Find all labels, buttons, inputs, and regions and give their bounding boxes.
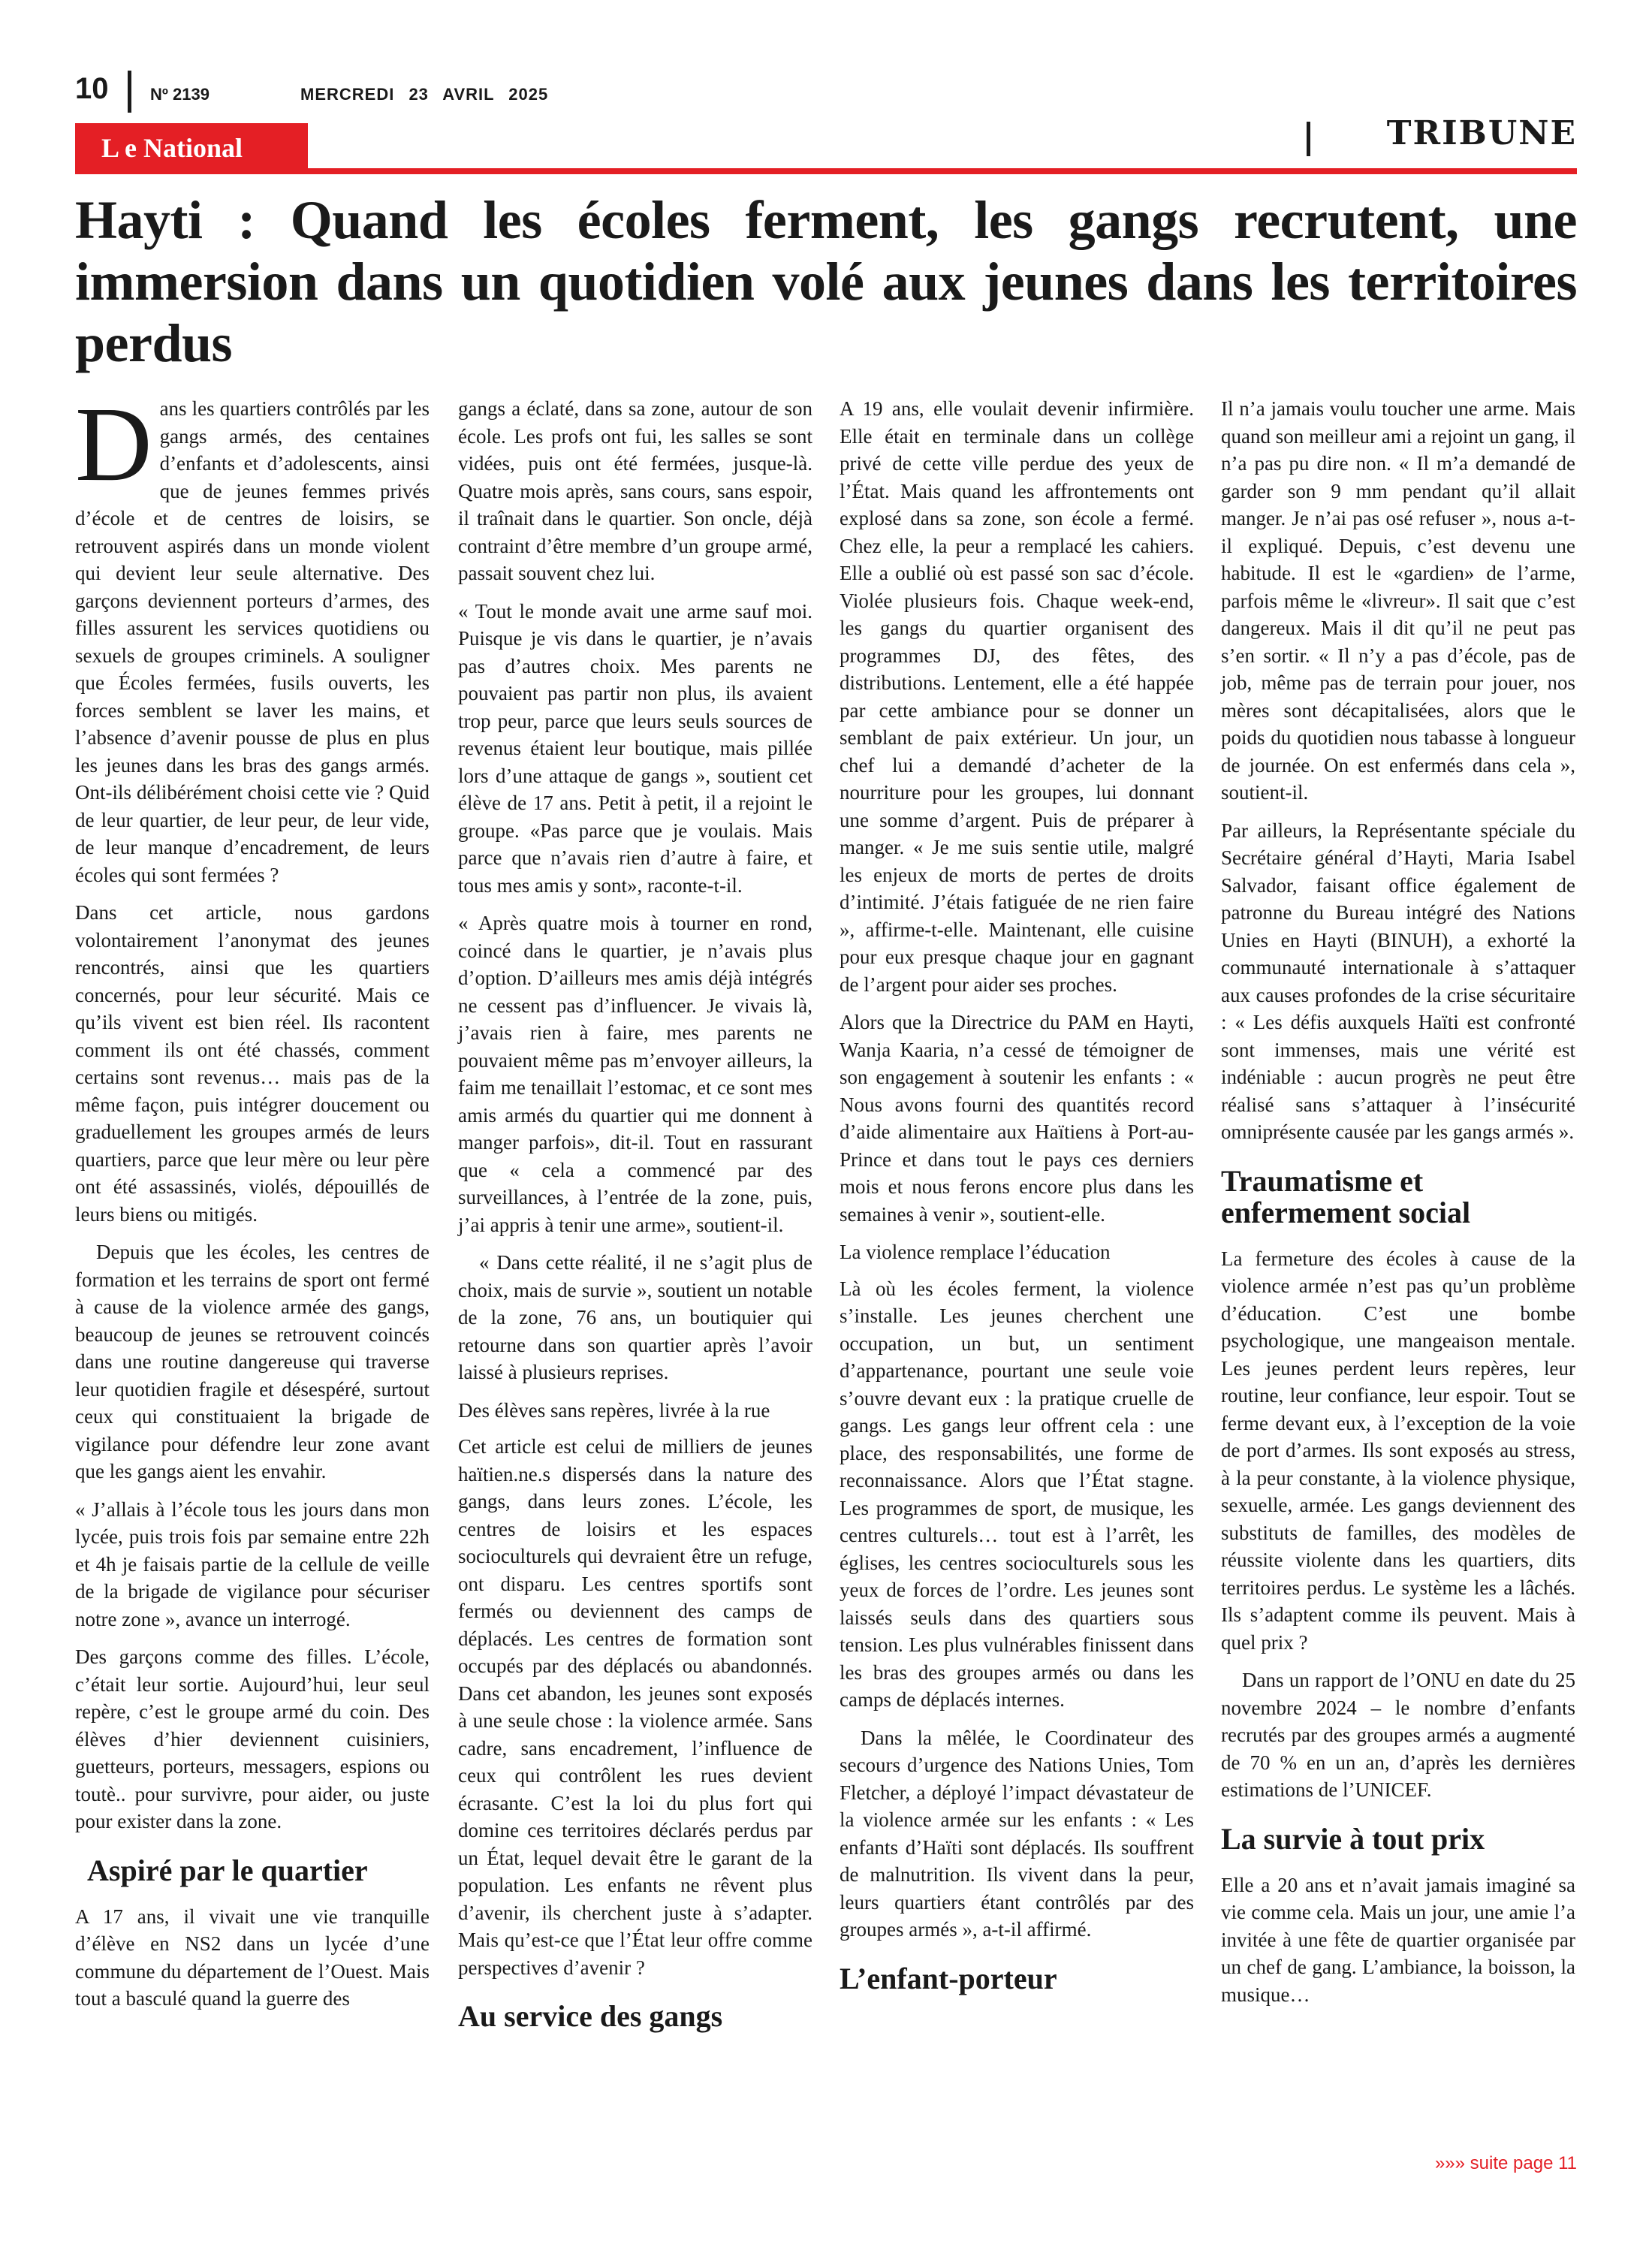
column-3 (840, 395, 1194, 2011)
paragraph: gangs a éclaté, dans sa zone, autour de son école. Les profs ont fui, les salles se sont vidées, puis ont été fermées, jusque-là. Quatre mois après, sans cours, sans espoir, il traînait dans le quartier. Son oncle, déjà contraint d’être membre d’un groupe armé, passait souvent chez lui. (458, 397, 812, 584)
paragraph: Depuis que les écoles, les centres de formation et les terrains de sport ont fermé à cause de la violence armée des gangs, beaucoup de jeunes se retrouvent coincés dans une routine dangereuse qui traverse leur quotidien fragile et désespéré, surtout ceux qui constituaient la brigade de vigilance pour défendre leur zone avant que les gangs aient les envahir. (75, 1241, 430, 1482)
paragraph: Des garçons comme des filles. L’école, c’était leur sortie. Aujourd’hui, leur seul repère, c’est le groupe armé du coin. Des élèves d’hier deviennent cuisiniers, guetteurs, porteurs, messagers, espions ou toutè.. pour survivre, pour aider, ou juste pour exister dans la zone. (75, 1645, 430, 1832)
paragraph: A 17 ans, il vivait une vie tranquille d’élève en NS2 dans un lycée d’une commune du département de l’Ouest. Mais tout a basculé quand la guerre des (75, 1905, 430, 2010)
section-heading: Au service des gangs (458, 1999, 723, 2033)
section-heading: Aspiré par le quartier (87, 1853, 368, 1887)
paragraph: Par ailleurs, la Représentante spéciale du Secrétaire général d’Hayti, Maria Isabel Salvador, faisant office également de patronne du Bureau intégré des Nations Unies en Hayti (BINUH), a exhorté la communauté internationale à s’attaquer aux causes profondes de la crise sécuritaire : « Les défis auxquels Haïti est confronté sont immenses, mais une vérité est indéniable : aucun progrès ne peut être réalisé sans s’attaquer à l’insécurité omniprésente causée par les gangs armés ». (1221, 819, 1575, 1143)
section-heading: Traumatisme et enfermement social (1221, 1163, 1471, 1229)
publication-date: MERCREDI 23 AVRIL 2025 (300, 85, 549, 104)
paragraph: Dans la mêlée, le Coordinateur des secours d’urgence des Nations Unies, Tom Fletcher, a déployé l’impact dévastateur de la violence armée sur les enfants : « Les enfants d’Haïti sont déplacés. Ils souffrent de malnutrition. Ils vivent dans la peur, leurs quartiers étant contrôlés par des groupes armés », a-t-il affirmé. (840, 1726, 1194, 1941)
paragraph: « Tout le monde avait une arme sauf moi. Puisque je vis dans le quartier, je n’avais pas d’autres choix. Mes parents ne pouvaient pas partir non plus, ils avaient trop peur, parce que leurs seuls sources de revenus étaient leur boutique, mais pillée lors d’une attaque de gangs », soutient cet élève de 17 ans. Petit à petit, il a rejoint le groupe. «Pas parce que je voulais. Mais parce que n’avais rien d’autre à faire, et tous mes amis y sont», raconte-t-il. (458, 599, 812, 897)
column-2 (458, 395, 812, 2049)
article-title: Hayti : Quand les écoles ferment, les gangs recrutent, une immersion dans un quotidien volé aux jeunes dans les territoires perdus (75, 190, 1577, 373)
paragraph: Cet article est celui de milliers de jeunes haïtien.ne.s dispersés dans la nature des gangs, dans leurs zones. L’école, les centres de loisirs et les espaces socioculturels qui devraient être un refuge, ont disparu. Les centres sportifs sont fermés ou deviennent des camps de déplacés. Les centres de formation sont occupés par des déplacés ou abandonnés. Dans cet abandon, les jeunes sont exposés à une seule chose : la violence armée. Sans cadre, sans encadrement, l’influence de ceux qui contrôlent les rues devient écrasante. C’est la loi du plus fort qui domine ces territoires déclarés perdus par un État, lequel devait être le garant de la population. Les enfants ne rêvent plus d’avenir, ils cherchent juste à s’adapter. Mais qu’est-ce que l’État leur offre comme perspectives d’avenir ? (458, 1435, 812, 1979)
page-number: 10 (75, 72, 109, 105)
brand-name: L e National (101, 133, 243, 163)
section-rubric: TRIBUNE (1386, 114, 1577, 152)
section-heading: La survie à tout prix (1221, 1821, 1485, 1856)
paragraph: La fermeture des écoles à cause de la violence armée n’est pas qu’un problème d’éducation. C’est une bombe psychologique, une mangeaison mentale. Les jeunes perdent leurs repères, leur routine, leur confiance, leur espoir. Tout se ferme devant eux, à l’exception de la voie de port d’armes. Ils sont exposés au stress, à la peur constante, à la violence physique, sexuelle, armée. Les gangs deviennent des substituts de familles, des modèles de réussite violente dans les quartiers, dits territoires perdus. Le système les a lâchés. Ils s’adaptent comme ils peuvent. Mais à quel prix ? (1221, 1247, 1575, 1654)
paragraph: Dans les quartiers contrôlés par les gangs armés, des centaines d’enfants et d’adolescents, ainsi que de jeunes femmes privés d’école et de centres de loisirs, se retrouvent aspirés dans un monde violent qui devient leur seule alternative. Des garçons deviennent porteurs d’armes, des filles assurent les services quotidiens ou sexuels de groupes criminels. A souligner que Écoles fermées, fusils ouverts, les forces semblent se laver les mains, et l’absence d’avenir pousse de plus en plus les jeunes dans les bras des gangs armés. Ont-ils délibérément choisi cette vie ? Quid de leur quartier, de leur peur, de leur vide, de leur manque d’encadrement, de leurs écoles qui sont fermées ? (75, 385, 430, 886)
paragraph: « Après quatre mois à tourner en rond, coincé dans le quartier, je n’avais plus d’option. D’ailleurs mes amis déjà intégrés ne cessent pas d’influencer. Je vivais là, j’avais rien à faire, mes parents ne pouvaient même pas m’envoyer ailleurs, la faim me tenaillait l’estomac, et ce sont mes amis armés du quartier qui me donnent à manger parfois», dit-il. Tout en rassurant que « cela a commencé par des surveillances, à l’entrée de la zone, puis, j’ai appris à tenir une arme», soutient-il. (458, 912, 812, 1236)
header-rule (75, 168, 1577, 174)
paragraph: Dans un rapport de l’ONU en date du 25 novembre 2024 – le nombre d’enfants recrutés par des groupes armés a augmenté de 70 % en un an, d’après les dernières estimations de l’UNICEF. (1221, 1669, 1575, 1801)
drop-cap: D (75, 385, 152, 503)
header-divider (128, 71, 131, 113)
paragraph: « J’allais à l’école tous les jours dans mon lycée, puis trois fois par semaine entre 22h et 4h je faisais partie de la cellule de veille de la brigade de vigilance pour sécuriser notre zone », avance un interrogé. (75, 1497, 430, 1630)
paragraph: Il n’a jamais voulu toucher une arme. Mais quand son meilleur ami a rejoint un gang, il n’a pas pu dire non. « Il m’a demandé de garder son 9 mm pendant qu’il allait manger. Je n’ai pas osé refuser », nous a-t-il expliqué. Depuis, c’est devenu une habitude. Il est le «gardien» de l’arme, parfois même le «livreur». Il sait que c’est dangereux. Mais il dit qu’il ne peut pas s’en sortir. « Il n’y a pas d’école, pas de job, même pas de terrain pour jouer, nos mères sont décapitalisées, alors que le poids du quotidien nous tabasse à longueur de journée. On est enfermés dans cela », soutient-il. (1221, 397, 1575, 804)
column-1 (75, 385, 430, 2023)
issue-number: Nº 2139 (150, 85, 210, 104)
paragraph: Alors que la Directrice du PAM en Hayti, Wanja Kaaria, n’a cessé de témoigner de son engagement à soutenir les enfants : « Nous avons fourni des quantités record d’aide alimentaire aux Haïtiens à Port-au-Prince et dans tout le pays ces derniers mois et nous ferons encore plus dans les semaines à venir », soutient-elle. (840, 1011, 1194, 1226)
paragraph: Là où les écoles ferment, la violence s’installe. Les jeunes cherchent une occupation, un but, un sentiment d’appartenance, pourtant une seule voie s’ouvre devant eux : la pratique cruelle de gangs. Les gangs leur offrent cela : une place, des responsabilités, une forme de reconnaissance. Alors que l’État stagne. Les programmes de sport, de musique, les centres culturels… tout est à l’arrêt, les églises, les centres socioculturels sous les yeux de forces de l’ordre. Les jeunes sont laissés seuls dans des quartiers sous tension. Les plus vulnérables finissent dans les bras des groupes armés ou dans les camps de déplacés internes. (840, 1277, 1194, 1711)
column-4 (1221, 395, 1575, 2019)
subheading: La violence remplace l’éducation (840, 1241, 1111, 1263)
section-heading: L’enfant-porteur (840, 1961, 1057, 1995)
continued-link[interactable]: »»» suite page 11 (1434, 2153, 1577, 2173)
paragraph: Dans cet article, nous gardons volontairement l’anonymat des jeunes rencontrés, ainsi que les quartiers concernés, pour leur sécurité. Mais ce qu’ils vivent est bien réel. Ils racontent comment ils ont été chassés, comment certains sont revenus… mais pas de la même façon, puis intégrer doucement ou graduellement les groupes armés de leurs quartiers, parce que leur mère ou leur père ont été assassinés, violés, dépouillés de leurs biens ou mitigés. (75, 901, 430, 1226)
paragraph: A 19 ans, elle voulait devenir infirmière. Elle était en terminale dans un collège privé de cette ville perdue des yeux de l’État. Mais quand les affrontements ont explosé dans sa zone, son école a fermé. Chez elle, la peur a remplacé les cahiers. Elle a oublié où est passé son sac d’école. Violée plusieurs fois. Chaque week-end, les gangs du quartier organisent des programmes DJ, des fêtes, des distributions. Lentement, elle a été happée par cette ambiance pour se donner un semblant de paix extérieur. Un jour, un chef lui a demandé d’acheter de la nourriture pour les groupes, lui donnant une somme d’argent. Puis de préparer à manger. « Je me suis sentie utile, malgré les enjeux de morts de pertes de droits d’intimité. J’étais fatiguée de ne rien faire », affirme-t-elle. Maintenant, elle cuisine pour eux presque chaque jour en gagnant de l’argent pour aider ses proches. (840, 397, 1194, 996)
paragraph: Elle a 20 ans et n’avait jamais imaginé sa vie comme cela. Mais un jour, une amie l’a invitée à une fête de quartier organisée par un chef de gang. L’ambiance, la boisson, la musique… (1221, 1873, 1575, 2006)
subheading: Des élèves sans repères, livrée à la rue (458, 1398, 770, 1422)
paragraph: « Dans cette réalité, il ne s’agit plus de choix, mais de survie », soutient un notable de la zone, 76 ans, un boutiquier qui retourne dans son quartier après l’avoir laissé à plusieurs reprises. (458, 1251, 812, 1383)
rubric-divider (1307, 122, 1310, 156)
